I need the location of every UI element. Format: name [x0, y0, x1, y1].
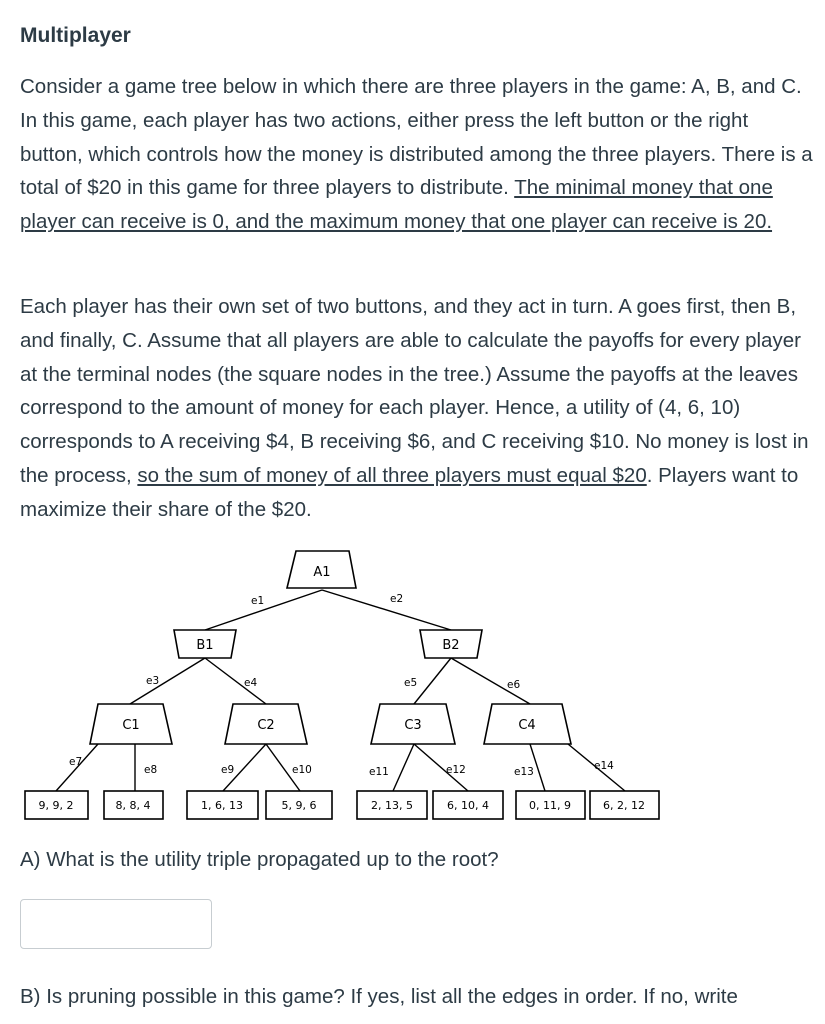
node-c2-label: C2: [257, 718, 275, 733]
edge-label-e1: e1: [251, 595, 265, 607]
rules-underlined-text: so the sum of money of all three players must equal $20: [137, 463, 647, 487]
node-c3-label: C3: [404, 718, 422, 733]
edge-label-e3: e3: [146, 675, 160, 687]
edge-label-e11: e11: [369, 766, 389, 778]
question-b: B) Is pruning possible in this game? If yes, list all the edges in order. If no, write: [20, 985, 738, 1008]
edge-label-e7: e7: [69, 756, 83, 768]
edge-e5: [414, 658, 451, 704]
leaf-6-label: 6, 10, 4: [447, 799, 489, 812]
edge-label-e4: e4: [244, 677, 258, 689]
rules-text-end: . Players want to maximize their share of the $20.: [20, 463, 799, 521]
edge-label-e5: e5: [404, 677, 418, 689]
edge-label-e9: e9: [221, 764, 235, 776]
edge-label-e14: e14: [594, 760, 614, 772]
leaf-7-label: 0, 11, 9: [529, 799, 571, 812]
intro-paragraph: [20, 70, 815, 239]
edge-label-e8: e8: [144, 764, 158, 776]
edge-label-e12: e12: [446, 764, 466, 776]
node-c4-label: C4: [518, 718, 536, 733]
question-a: A) What is the utility triple propagated up to the root?: [20, 848, 499, 871]
node-b1-label: B1: [196, 638, 214, 653]
node-c1-label: C1: [122, 718, 140, 733]
leaf-4-label: 5, 9, 6: [281, 799, 317, 812]
leaf-3-label: 1, 6, 13: [201, 799, 243, 812]
node-b2-label: B2: [442, 638, 460, 653]
edge-e2: [322, 590, 451, 630]
edge-label-e6: e6: [507, 679, 521, 691]
node-a1-label: A1: [313, 565, 331, 580]
leaf-1-label: 9, 9, 2: [38, 799, 74, 812]
section-title: Multiplayer: [20, 24, 131, 47]
intro-underlined-text: The minimal money that one player can receive is 0, and the maximum money that one player can receive is 20.: [20, 176, 773, 234]
edge-label-e10: e10: [292, 764, 312, 776]
rules-paragraph: [20, 290, 815, 527]
leaf-8-label: 6, 2, 12: [603, 799, 645, 812]
leaf-5-label: 2, 13, 5: [371, 799, 413, 812]
edge-e11: [393, 744, 414, 791]
answer-a-input[interactable]: [20, 899, 212, 949]
game-tree-diagram: [0, 540, 825, 840]
edge-e3: [130, 658, 205, 704]
edge-label-e2: e2: [390, 593, 404, 605]
rules-text: Each player has their own set of two buttons, and they act in turn. A goes first, then B, and finally, C. Assume that all players are able to calculate the payoffs for every player at the terminal nodes (the square nodes in the tree.) Assume the payoffs at the leaves correspond to the amount of money for each player. Hence, a utility of (4, 6, 10) corresponds to A receiving $4, B receiving $6, and C receiving $10. No money is lost in the process,: [20, 295, 809, 487]
leaf-2-label: 8, 8, 4: [115, 799, 151, 812]
edge-label-e13: e13: [514, 766, 534, 778]
intro-text: Consider a game tree below in which there are three players in the game: A, B, and C. In this game, each player has two actions, either press the left button or the right button, which controls how the money is distributed among the three players. There is a total of $20 in this game for three players to distribute.: [20, 75, 813, 200]
